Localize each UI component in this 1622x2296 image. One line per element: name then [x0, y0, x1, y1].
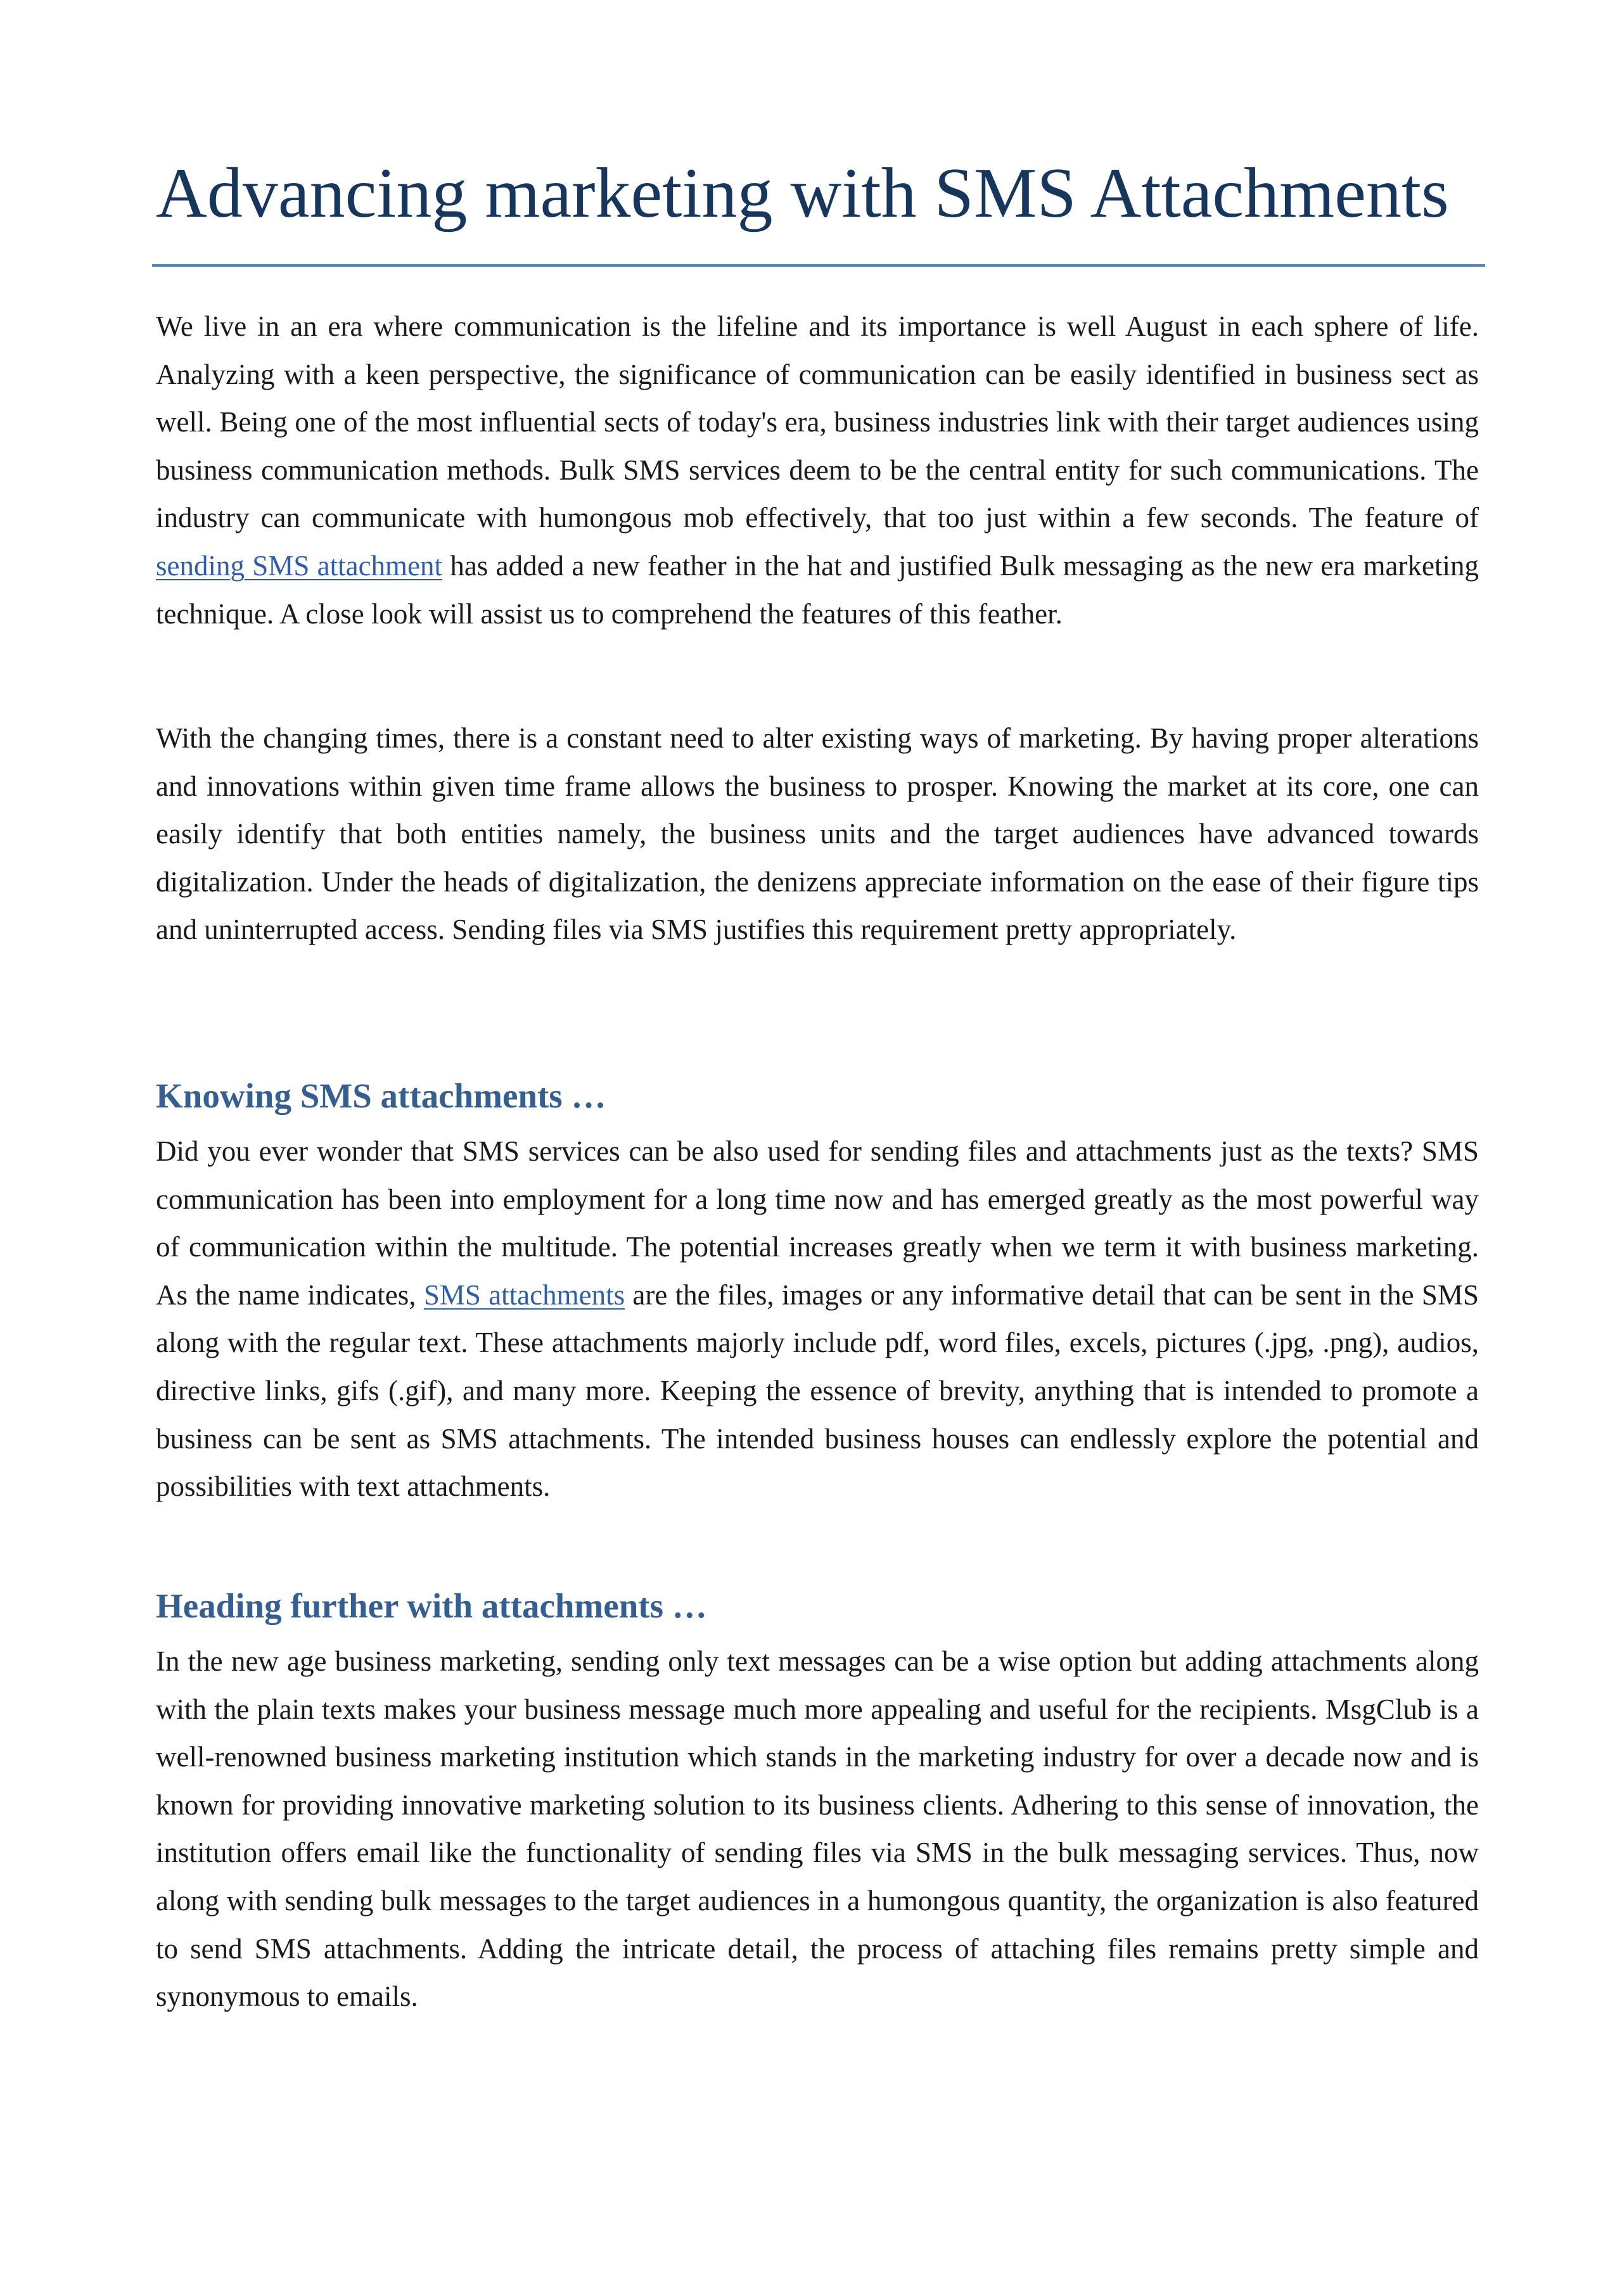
sending-sms-attachment-link[interactable]: sending SMS attachment — [156, 549, 443, 582]
digitalization-paragraph: With the changing times, there is a constant need to alter existing ways of marketing. By having proper alterations and innovations within given time frame allows the business to prosper. Knowing the market at its core, one can easily identify that both entities namely, the business units and the target audiences have advanced towards digitalization. Under the heads of digitalization, the denizens appreciate information on the ease of their figure tips and uninterrupted access. Sending files via SMS justifies this requirement pretty appropriately. — [156, 722, 1479, 946]
sms-attachments-link[interactable]: SMS attachments — [423, 1279, 625, 1311]
knowing-sms-attachments-heading: Knowing SMS attachments … — [156, 1076, 606, 1115]
knowing-sms-attachments-paragraph — [156, 1128, 1479, 1511]
knowing-paragraph-text-end: are the files, images or any informative detail that can be sent in the SMS along with the regular text. These attachments majorly include pdf, word files, excels, pictures (.jpg, .png), audios, directive links, gifs (.gif), and many more. Keeping the essence of brevity, anything that is intended to promote a business can be sent as SMS attachments. The intended business houses can endlessly explore the potential and possibilities with text attachments. — [156, 1279, 1479, 1503]
title-underline-divider — [152, 264, 1485, 267]
intro-paragraph — [156, 303, 1479, 638]
heading-further-heading: Heading further with attachments … — [156, 1586, 707, 1625]
heading-further-paragraph: In the new age business marketing, sending only text messages can be a wise option but adding attachments along with the plain texts makes your business message much more appealing and useful for the recipients. MsgClub is a well-renowned business marketing institution which stands in the marketing industry for over a decade now and is known for providing innovative marketing solution to its business clients. Adhering to this sense of innovation, the institution offers email like the functionality of sending files via SMS in the bulk messaging services. Thus, now along with sending bulk messages to the target audiences in a humongous quantity, the organization is also featured to send SMS attachments. Adding the intricate detail, the process of attaching files remains pretty simple and synonymous to emails. — [156, 1645, 1479, 2013]
intro-paragraph-text-end: has added a new feather in the hat and justified Bulk messaging as the new era marketing technique. A close look will assist us to comprehend the features of this feather. — [156, 549, 1479, 630]
intro-paragraph-text-start: We live in an era where communication is the lifeline and its importance is well August in each sphere of life. Analyzing with a keen perspective, the significance of communication can be easily identified in business sect as well. Being one of the most influential sects of today's era, business industries link with their target audiences using business communication methods. Bulk SMS services deem to be the central entity for such communications. The industry can communicate with humongous mob effectively, that too just within a few seconds. The feature of — [156, 310, 1479, 534]
document-title: Advancing marketing with SMS Attachments — [156, 154, 1449, 233]
knowing-paragraph-text-start: Did you ever wonder that SMS services can be also used for sending files and attachments just as the texts? SMS communication has been into employment for a long time now and has emerged greatly as the most powerful way of communication within the multitude. The potential increases greatly when we term it with business marketing. As the name indicates, — [156, 1135, 1479, 1311]
